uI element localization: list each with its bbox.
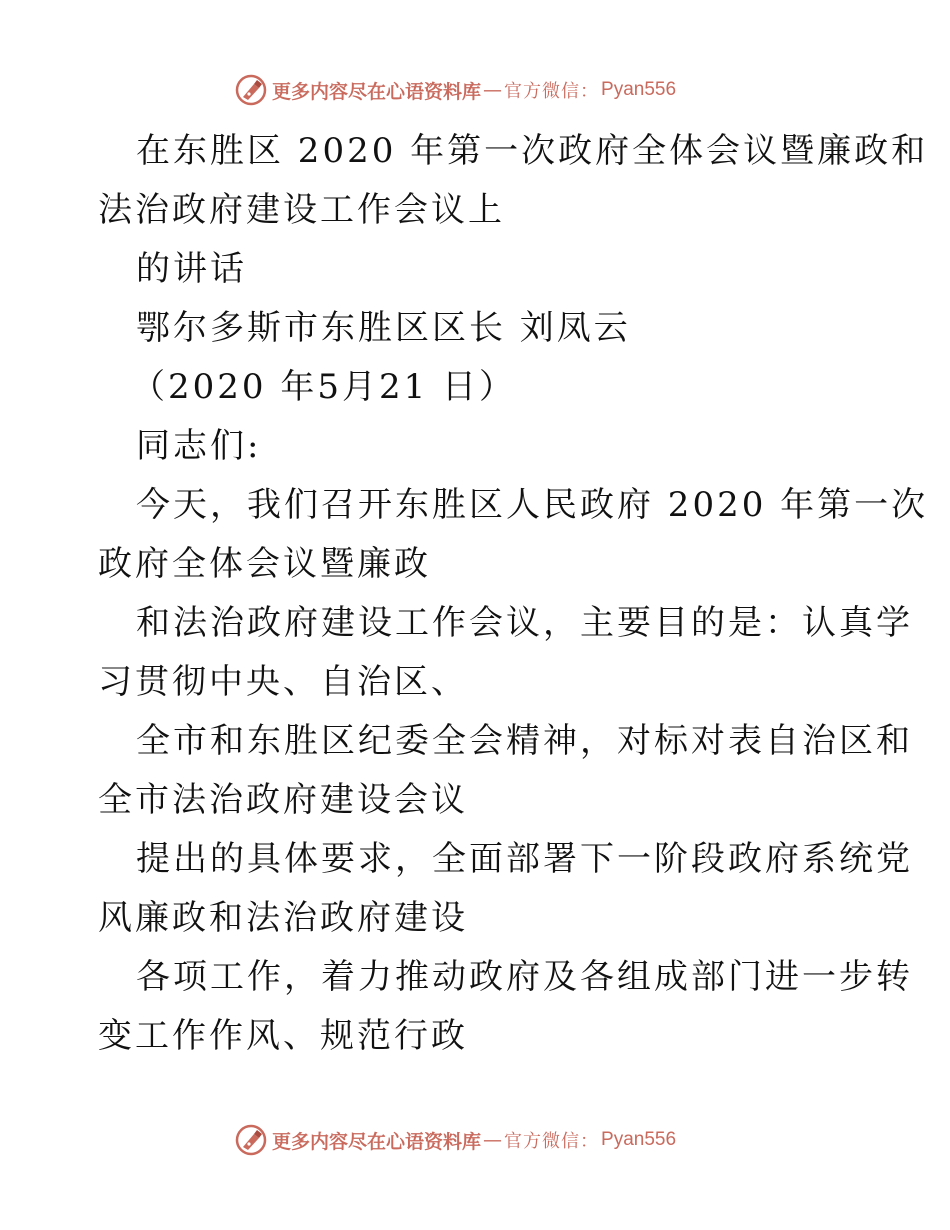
watermark-dash: — — [483, 1129, 503, 1151]
watermark-wechat-label: 官方微信： — [504, 1131, 600, 1152]
watermark-wechat-id: Pyan556 — [601, 1129, 677, 1150]
footer-watermark — [234, 1122, 676, 1158]
doc-paragraph-line: 习贯彻中央、自治区、 — [98, 662, 468, 702]
doc-salutation: 同志们: — [136, 426, 262, 466]
watermark-brand: 更多内容尽在心语资料库 — [272, 80, 482, 103]
doc-paragraph-line: 全市法治政府建设会议 — [98, 780, 468, 820]
watermark-wechat-label: 官方微信： — [504, 81, 600, 102]
doc-paragraph-line: 和法治政府建设工作会议，主要目的是：认真学 — [136, 603, 913, 643]
document-body — [98, 122, 929, 1066]
doc-paragraph-line: 政府全体会议暨廉政 — [98, 544, 431, 584]
doc-date: （2020 年5月21 日） — [131, 367, 517, 407]
pen-nib-logo-icon — [234, 1123, 268, 1157]
doc-paragraph-line: 变工作作风、规范行政 — [98, 1016, 468, 1056]
watermark-wechat-id: Pyan556 — [601, 79, 677, 100]
doc-paragraph-line: 风廉政和法治政府建设 — [98, 898, 468, 938]
doc-title-line-1: 在东胜区 2020 年第一次政府全体会议暨廉政和 — [136, 131, 929, 171]
doc-author: 鄂尔多斯市东胜区区长 刘凤云 — [136, 308, 631, 348]
doc-paragraph-line: 今天，我们召开东胜区人民政府 2020 年第一次 — [136, 485, 929, 525]
doc-paragraph-line: 全市和东胜区纪委全会精神，对标对表自治区和 — [136, 721, 913, 761]
doc-paragraph-line: 各项工作，着力推动政府及各组成部门进一步转 — [136, 957, 913, 997]
watermark-brand: 更多内容尽在心语资料库 — [272, 1130, 482, 1153]
doc-title-line-3: 的讲话 — [136, 249, 247, 289]
watermark-dash: — — [483, 79, 503, 101]
pen-nib-logo-icon — [234, 73, 268, 107]
doc-title-line-2: 法治政府建设工作会议上 — [98, 190, 505, 230]
header-watermark — [234, 72, 676, 108]
doc-paragraph-line: 提出的具体要求，全面部署下一阶段政府系统党 — [136, 839, 913, 879]
